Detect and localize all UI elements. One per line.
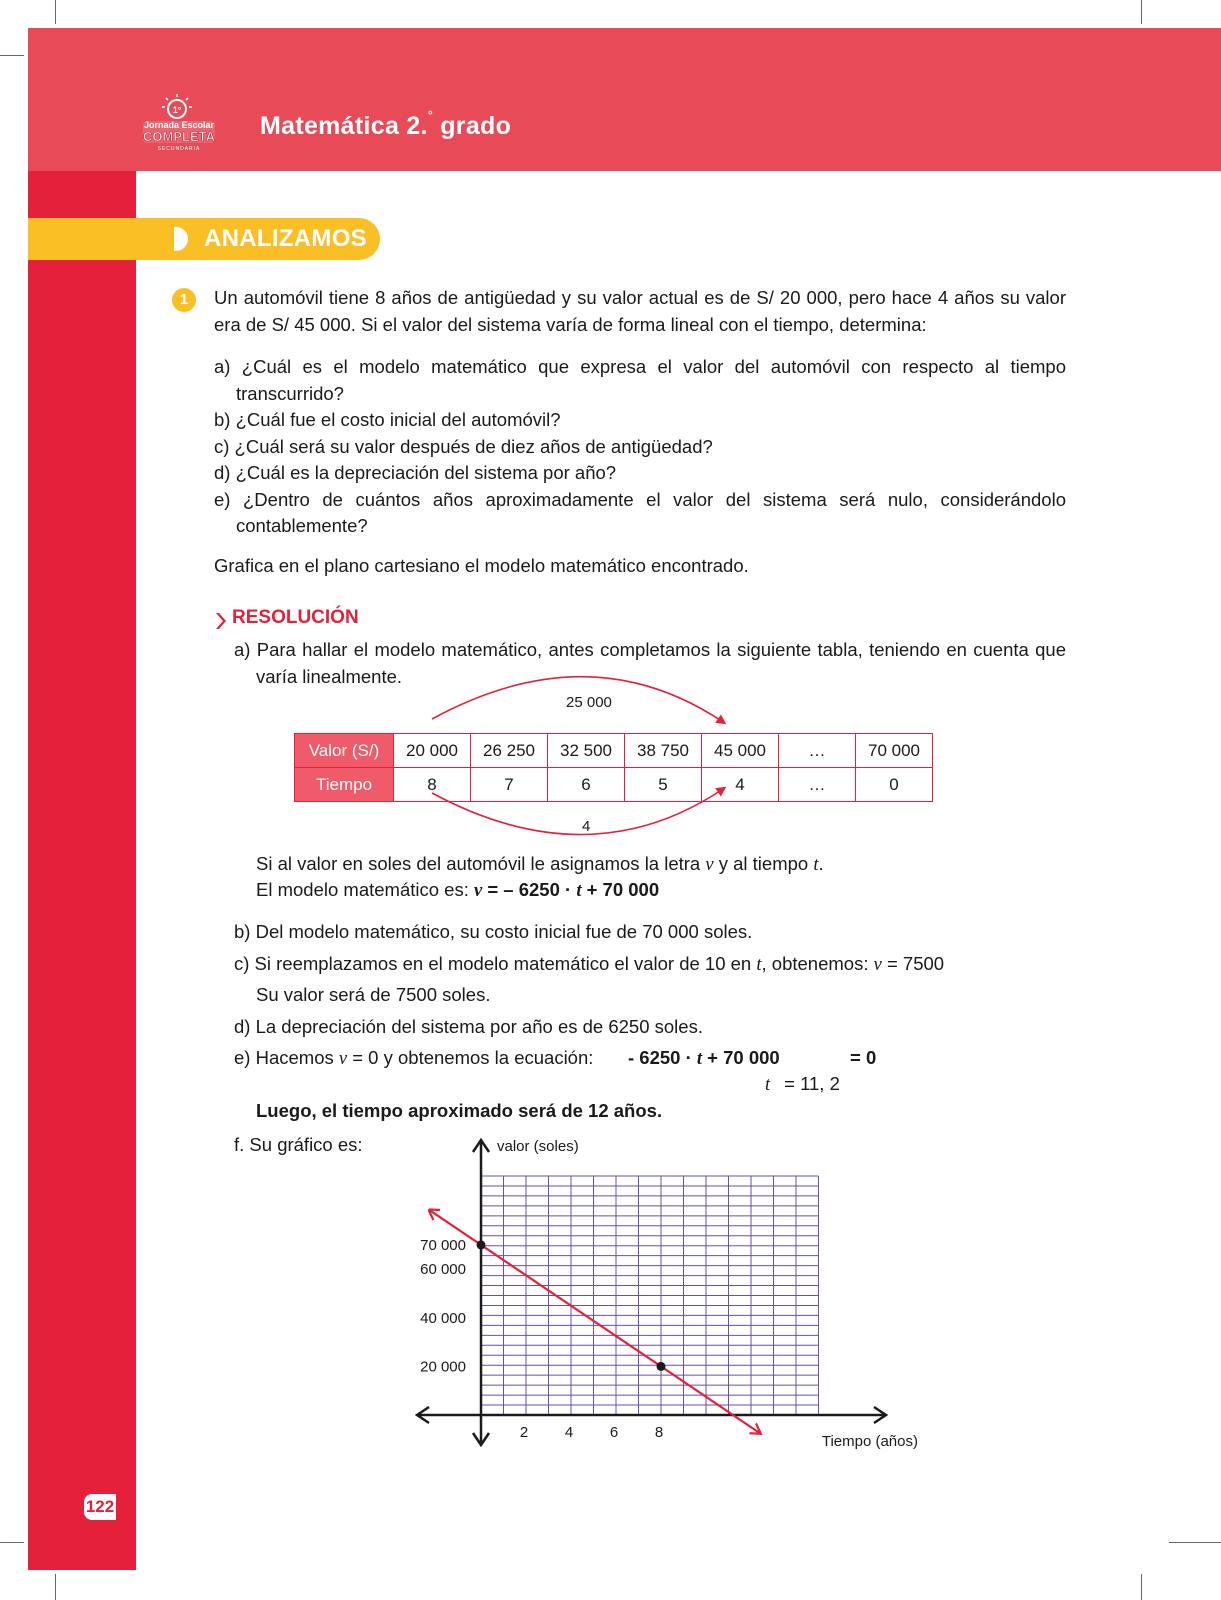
problem-number-badge: 1 — [172, 288, 196, 312]
graph-instruction: Grafica en el plano cartesiano el modelo matemático encontrado. — [214, 555, 749, 576]
var-t: t — [756, 955, 762, 975]
table-cell: 45 000 — [702, 734, 779, 768]
table-cell: 4 — [702, 768, 779, 802]
model-equation: = – 6250 · — [482, 879, 577, 900]
degree-mark: ° — [427, 107, 433, 122]
var-v: v — [473, 881, 483, 901]
table-cell: 0 — [856, 768, 933, 802]
question-c: c) ¿Cuál será su valor después de diez años de antigüedad? — [214, 435, 713, 457]
svg-text:1°: 1° — [172, 105, 182, 115]
assign-text: y al tiempo — [713, 853, 814, 874]
top-arc-label: 25 000 — [566, 694, 612, 711]
answer-c-text: c) Si reemplazamos en el modelo matemático el valor de 10 en — [234, 953, 757, 974]
section-label: ANALIZAMOS — [204, 225, 367, 252]
solution-value: = 11, 2 — [784, 1073, 840, 1094]
logo-line2: COMPLETA — [143, 129, 215, 144]
y-tick-label: 40 000 — [420, 1309, 466, 1327]
table-cell: 70 000 — [856, 734, 933, 768]
table-cell: … — [779, 734, 856, 768]
table-cell: 5 — [625, 768, 702, 802]
answer-b: b) Del modelo matemático, su costo inicial fue de 70 000 soles. — [234, 921, 753, 942]
assign-text: Si al valor en soles del automóvil le asignamos la letra — [256, 853, 706, 874]
assign-text: . — [818, 853, 824, 874]
answer-d: d) La depreciación del sistema por año es de 6250 soles. — [234, 1016, 703, 1037]
x-tick-label: 2 — [519, 1424, 529, 1441]
y-tick-label: 70 000 — [420, 1236, 466, 1254]
var-t: t — [696, 1049, 703, 1069]
var-v: v — [705, 855, 714, 875]
table-cell: 8 — [394, 768, 471, 802]
var-v: v — [873, 955, 882, 975]
a-intro-text: a) Para hallar el modelo matemático, antes completamos la siguiente tabla, teniendo en cuenta que varía linealmente. — [234, 639, 1066, 687]
equation-part: - 6250 · — [628, 1047, 697, 1068]
equation-zero: = 0 — [850, 1047, 877, 1068]
question-b: b) ¿Cuál fue el costo inicial del automóvil? — [214, 409, 561, 430]
data-point — [477, 1240, 486, 1249]
table-cell: 20 000 — [394, 734, 471, 768]
x-tick-label: 4 — [564, 1424, 574, 1441]
row-label-valor: Valor (S/) — [295, 734, 394, 768]
model-text: El modelo matemático es: — [256, 879, 474, 900]
conclusion: Luego, el tiempo aproximado será de 12 años. — [256, 1100, 663, 1121]
answer-e-text: e) Hacemos — [234, 1047, 339, 1068]
equation-part: + 70 000 — [702, 1047, 780, 1068]
table-cell: 38 750 — [625, 734, 702, 768]
var-t: t — [576, 881, 582, 901]
var-t: t — [765, 1075, 771, 1095]
chart-grid — [481, 1176, 819, 1415]
y-axis-label: valor (soles) — [497, 1138, 579, 1155]
answer-c-text: , obtenemos: — [761, 953, 874, 974]
chart-series — [429, 1210, 760, 1433]
problem-statement: Un automóvil tiene 8 años de antigüedad y su valor actual es de S/ 20 000, pero hace 4 años su valor era de S/ 45 000. Si el valor del sistema varía de forma lineal con el tiempo, determina: — [214, 287, 1066, 335]
logo-line1: Jornada Escolar — [143, 120, 215, 130]
answer-c-result: = 7500 — [881, 953, 945, 974]
answer-e-text: = 0 y obtenemos la ecuación: — [347, 1047, 594, 1068]
table-cell: 32 500 — [548, 734, 625, 768]
title-text: Matemática 2. — [260, 112, 428, 140]
x-tick-label: 8 — [654, 1424, 664, 1441]
var-v: v — [338, 1049, 348, 1069]
table-cell: 6 — [548, 768, 625, 802]
resolution-title: RESOLUCIÓN — [232, 607, 359, 628]
table-cell: 26 250 — [471, 734, 548, 768]
bottom-arc-label: 4 — [582, 818, 591, 835]
y-tick-label: 20 000 — [420, 1358, 466, 1376]
x-axis-label: Tiempo (años) — [821, 1433, 918, 1450]
answer-f: f. Su gráfico es: — [234, 1134, 363, 1155]
model-equation: + 70 000 — [581, 879, 660, 900]
grade-text: grado — [440, 112, 512, 140]
question-a: a) ¿Cuál es el modelo matemático que expresa el valor del automóvil con respecto al tiempo transcurrido? — [214, 356, 1066, 404]
page-number: 122 — [84, 1494, 116, 1520]
chart-labels — [420, 1138, 918, 1450]
table-cell: 7 — [471, 768, 548, 802]
table-cell: … — [779, 768, 856, 802]
question-d: d) ¿Cuál es la depreciación del sistema por año? — [214, 462, 617, 483]
y-tick-label: 60 000 — [420, 1261, 466, 1279]
answer-c-line2: Su valor será de 7500 soles. — [256, 984, 491, 1005]
var-t: t — [813, 855, 819, 875]
data-point — [657, 1362, 666, 1371]
logo-line3: SECUNDARIA — [157, 146, 201, 152]
x-tick-label: 6 — [609, 1424, 619, 1441]
question-e: e) ¿Dentro de cuántos años aproximadamente el valor del sistema será nulo, considerándolo contablemente? — [214, 488, 1066, 536]
row-label-tiempo: Tiempo — [295, 768, 394, 802]
